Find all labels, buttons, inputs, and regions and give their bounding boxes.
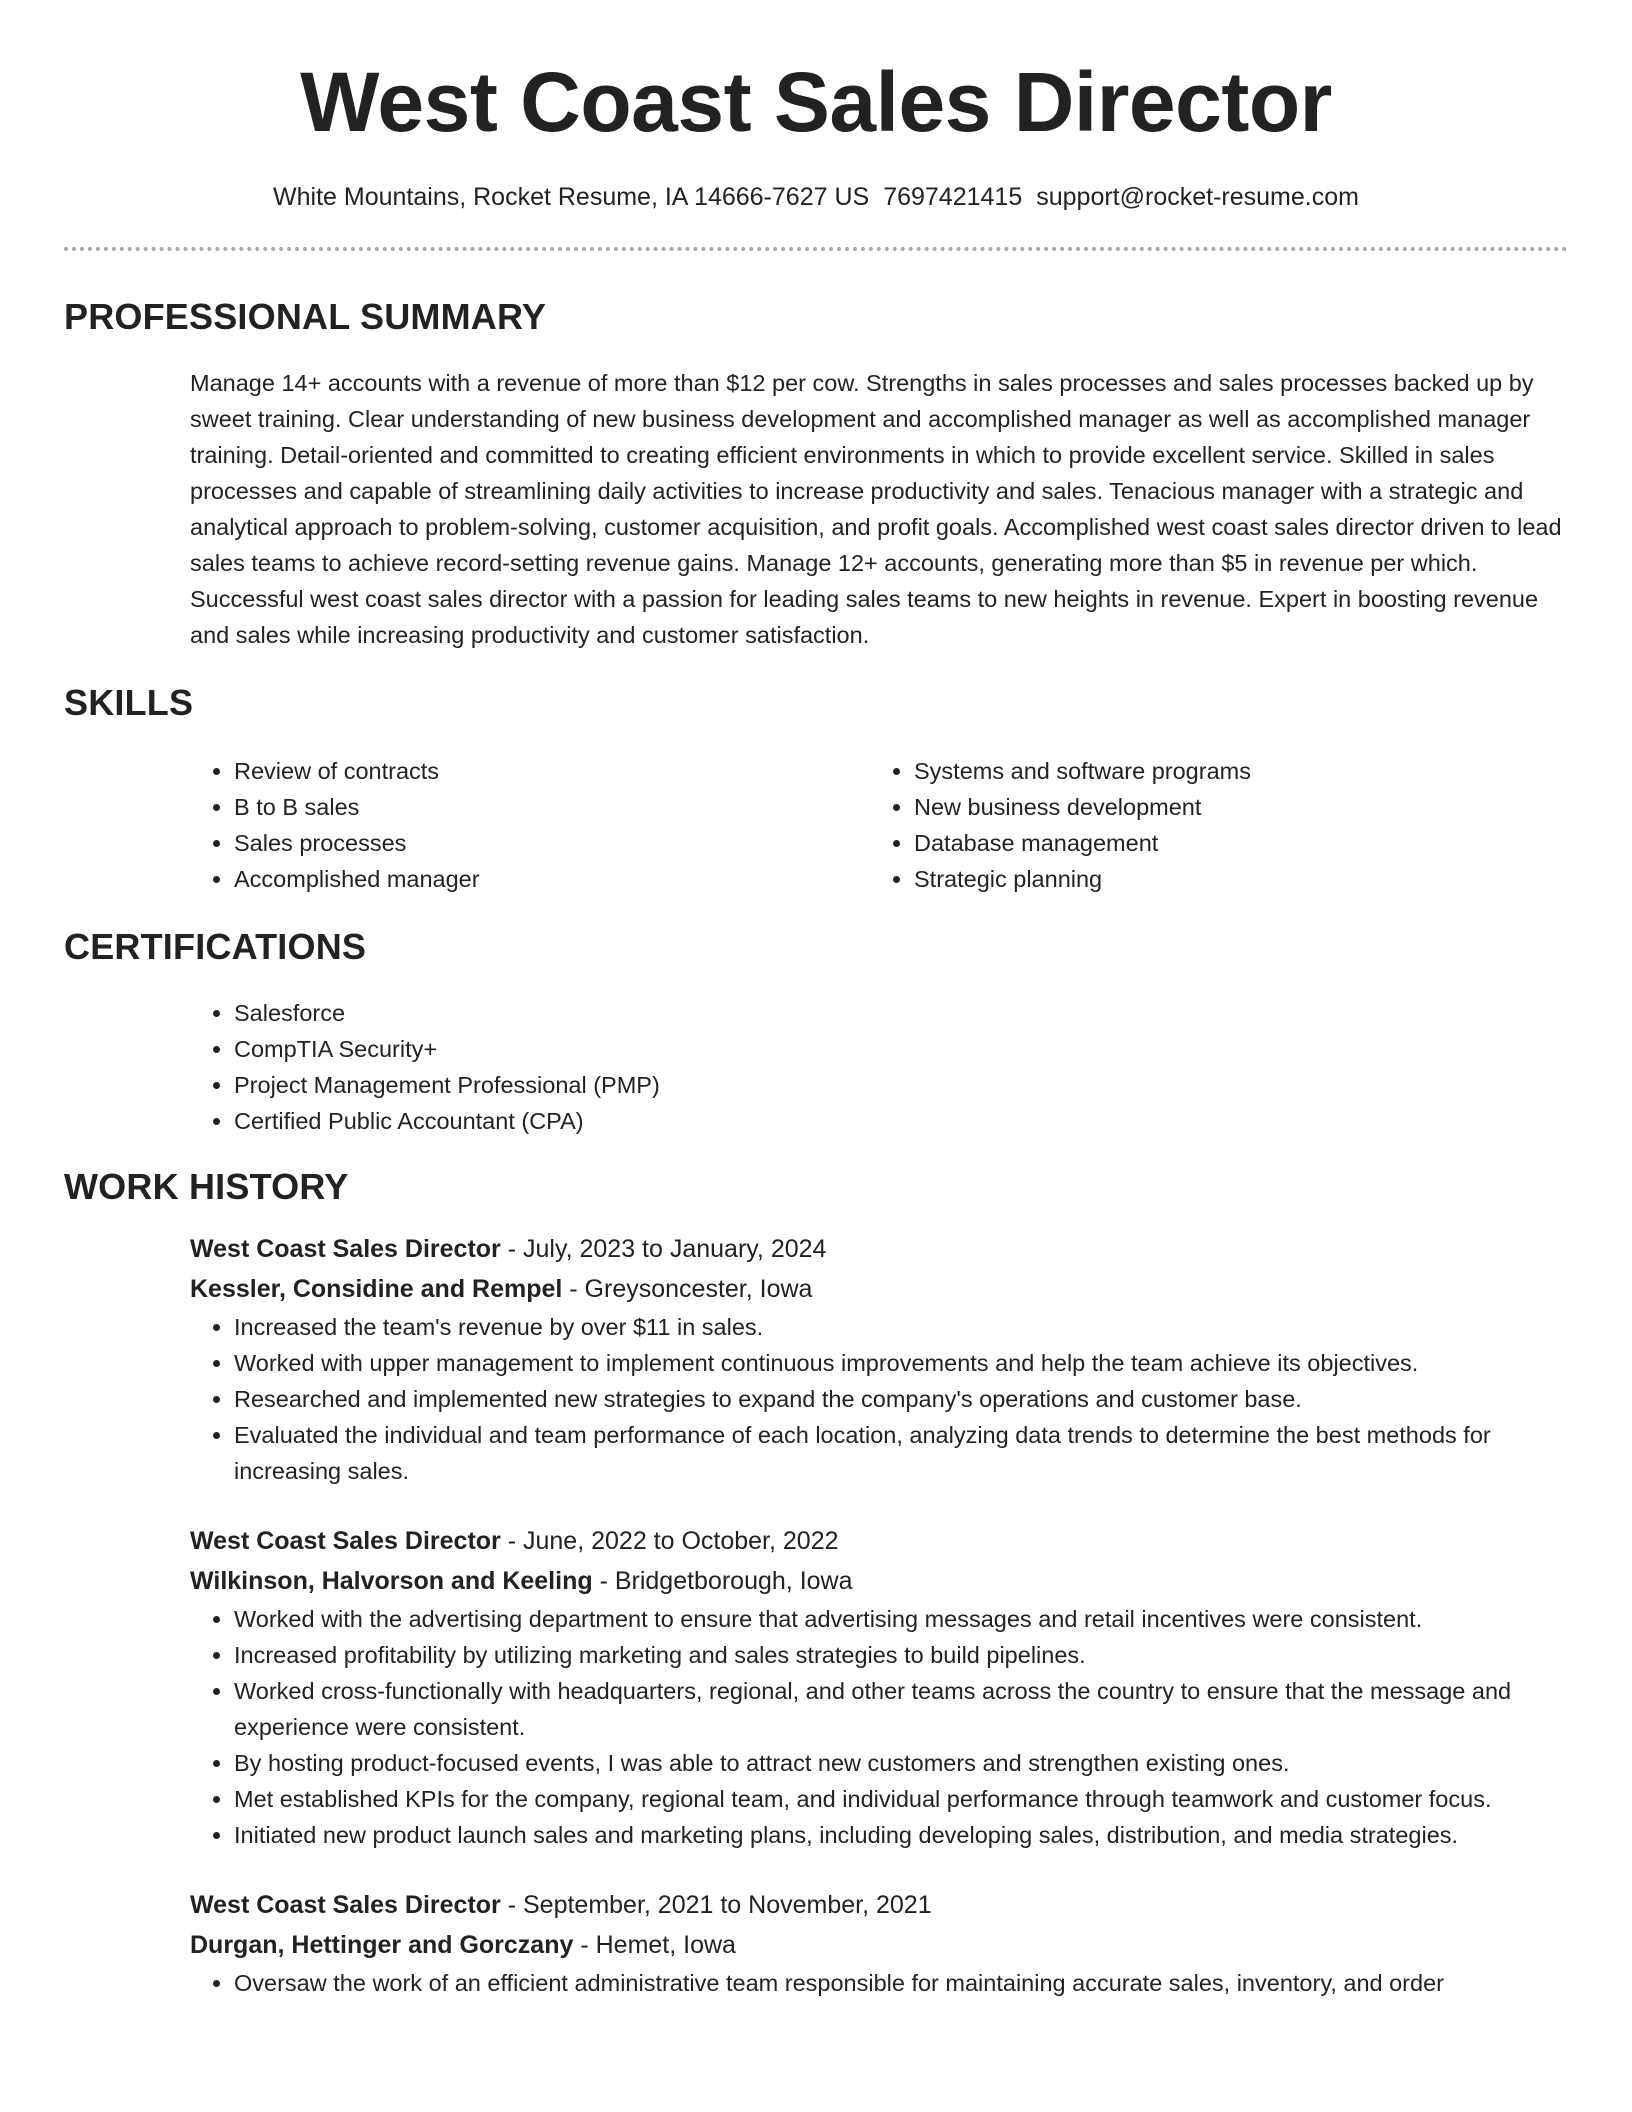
job-role: West Coast Sales Director [190,1235,501,1263]
job-dates: - June, 2022 to October, 2022 [500,1527,839,1555]
job-company: Wilkinson, Halvorson and Keeling [190,1567,593,1595]
skill-item: • Accomplished manager [234,861,870,897]
job-company-line [190,1561,1568,1601]
skill-item: • Review of contracts [234,753,870,789]
job-location: - Bridgetborough, Iowa [592,1567,853,1595]
job-dates: - September, 2021 to November, 2021 [500,1891,932,1919]
job-bullets [190,1309,1568,1489]
job-title-line [190,1229,1568,1269]
job-company: Kessler, Considine and Rempel [190,1275,563,1303]
job-entry [190,1229,1568,1489]
job-entry [190,1521,1568,1853]
certifications-heading: CERTIFICATIONS [64,926,367,967]
skills-heading: SKILLS [64,682,194,723]
job-bullet: • By hosting product-focused events, I was able to attract new customers and strengthen existing ones. [234,1745,1568,1781]
summary-heading: PROFESSIONAL SUMMARY [64,296,547,337]
job-location: - Hemet, Iowa [573,1931,736,1959]
job-dates: - July, 2023 to January, 2024 [500,1235,827,1263]
job-bullet: • Worked with upper management to implement continuous improvements and help the team achieve its objectives. [234,1345,1568,1381]
skill-item: • Strategic planning [914,861,1550,897]
job-company-line [190,1269,1568,1309]
job-title-line [190,1885,1568,1925]
skill-item: • Database management [914,825,1550,861]
job-company-line [190,1925,1568,1965]
job-bullet: • Initiated new product launch sales and marketing plans, including developing sales, distribution, and media strategies. [234,1817,1568,1853]
certification-item: • CompTIA Security+ [234,1031,1568,1067]
job-bullet: • Oversaw the work of an efficient administrative team responsible for maintaining accurate sales, inventory, and order [234,1965,1568,2001]
certifications-list [190,995,1568,1139]
skills-grid [190,753,1568,897]
job-location: - Greysoncester, Iowa [562,1275,813,1303]
skills-column-left [190,753,870,897]
job-bullets [190,1965,1568,2001]
contact-address: White Mountains, Rocket Resume, IA 14666-7627 US [273,183,870,211]
resume-name: West Coast Sales Director [300,55,1332,149]
job-bullet: • Worked with the advertising department to ensure that advertising messages and retail incentives were consistent. [234,1601,1568,1637]
certification-item: • Project Management Professional (PMP) [234,1067,1568,1103]
header-divider [64,247,1568,251]
job-role: West Coast Sales Director [190,1527,501,1555]
skill-item: • Systems and software programs [914,753,1550,789]
work-history-heading: WORK HISTORY [64,1166,349,1207]
job-title-line [190,1521,1568,1561]
skill-item: • New business development [914,789,1550,825]
skills-list-right [870,753,1550,897]
job-entry [190,1885,1568,2001]
skill-item: • Sales processes [234,825,870,861]
skills-column-right [870,753,1550,897]
contact-email: support@rocket-resume.com [1036,183,1359,211]
contact-line [64,180,1568,214]
job-company: Durgan, Hettinger and Gorczany [190,1931,574,1959]
job-bullet: • Increased profitability by utilizing marketing and sales strategies to build pipelines. [234,1637,1568,1673]
job-bullet: • Worked cross-functionally with headquarters, regional, and other teams across the country to ensure that the message and experience were consistent. [234,1673,1568,1745]
certification-item: • Certified Public Accountant (CPA) [234,1103,1568,1139]
job-bullets [190,1601,1568,1853]
summary-text: Manage 14+ accounts with a revenue of more than $12 per cow. Strengths in sales processes and sales processes backed up by sweet training. Clear understanding of new business development and accomplished manager as well as accomplished manager training. Detail-oriented and committed to creating efficient environments in which to provide excellent service. Skilled in sales processes and capable of streamlining daily activities to increase productivity and sales. Tenacious manager with a strategic and analytical approach to problem-solving, customer acquisition, and profit goals. Accomplished west coast sales director driven to lead sales teams to achieve record-setting revenue gains. Manage 12+ accounts, generating more than $5 in revenue per which. Successful west coast sales director with a passion for leading sales teams to new heights in revenue. Expert in boosting revenue and sales while increasing productivity and customer satisfaction. [190,370,1562,648]
certification-item: • Salesforce [234,995,1568,1031]
job-bullet: • Met established KPIs for the company, regional team, and individual performance through teamwork and customer focus. [234,1781,1568,1817]
skills-list-left [190,753,870,897]
contact-phone: 7697421415 [883,183,1023,211]
certifications-block [190,995,1568,1139]
job-bullet: • Increased the team's revenue by over $11 in sales. [234,1309,1568,1345]
skill-item: • B to B sales [234,789,870,825]
job-bullet: • Researched and implemented new strategies to expand the company's operations and customer base. [234,1381,1568,1417]
job-bullet: • Evaluated the individual and team performance of each location, analyzing data trends to determine the best methods for increasing sales. [234,1417,1568,1489]
job-role: West Coast Sales Director [190,1891,501,1919]
